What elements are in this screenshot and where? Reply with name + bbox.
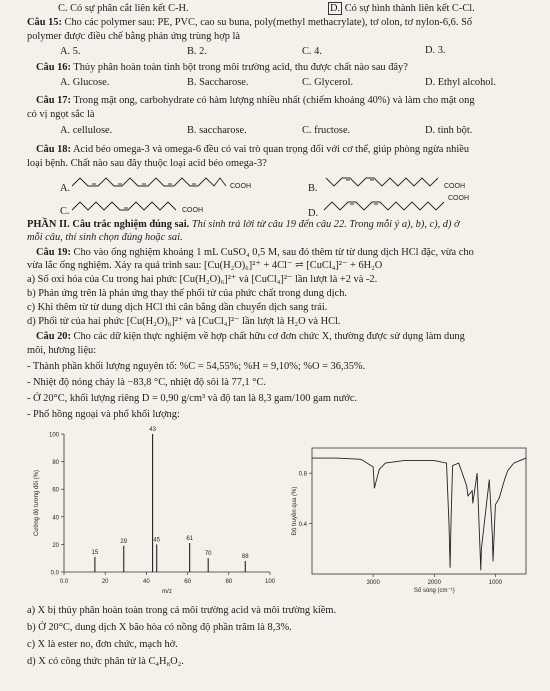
- q19-label: Câu 19:: [36, 247, 71, 258]
- q18-option-d[interactable]: D.: [308, 208, 319, 219]
- x-tick-label: 100: [264, 579, 276, 585]
- q19-text2: vừa lắc ống nghiệm. Xảy ra quá trình sau: [Cu(H₂O)₆]²⁺ + 4Cl⁻ ⇌ [CuCl₄]²⁻ + 6H₂O: [27, 260, 383, 271]
- x-tick-label: 80: [225, 579, 233, 585]
- q20-text2: môi, hương liệu:: [27, 345, 97, 356]
- option-d-letter: D.: [330, 3, 341, 14]
- q20-data-density: - Ở 20°C, khối lượng riêng D = 0,90 g/cm³ và độ tan là 8,3 gam/100 gam nước.: [27, 393, 358, 404]
- q15-option-a[interactable]: A. 5.: [60, 46, 81, 57]
- q15-text2: polymer được điều chế bằng phản ứng trùng hợp là: [27, 31, 240, 42]
- q20-data-temperature: - Nhiệt độ nóng chảy là −83,8 °C, nhiệt độ sôi là 77,1 °C.: [27, 377, 266, 388]
- q17-option-c[interactable]: C. fructose.: [302, 125, 351, 136]
- y-axis-label: Độ truyền qua (%): [292, 486, 298, 536]
- q19-text1: Câu 19: Cho vào ống nghiệm khoảng 1 mL CuSO₄ 0,5 M, sau đó thêm từ từ dung dịch HCl đặc, vừa cho: [36, 247, 474, 258]
- q20-data-composition: - Thành phần khối lượng nguyên tố: %C = 54,55%; %H = 9,10%; %O = 36,35%.: [27, 361, 366, 372]
- q18-structure-d: [320, 190, 520, 218]
- x-tick-label: 2000: [427, 580, 441, 586]
- prev-question-option-c: C. Có sự phân cắt liên kết C-H.: [58, 3, 189, 14]
- q19-statement-a[interactable]: a) Số oxi hóa của Cu trong hai phức [Cu(H₂O)₆]²⁺ và [CuCl₄]²⁻ lần lượt là +2 và -2.: [27, 274, 378, 285]
- ms-peak-label: 88: [241, 553, 249, 560]
- q17-option-b[interactable]: B. saccharose.: [187, 125, 247, 136]
- q15-option-c[interactable]: C. 4.: [302, 46, 322, 57]
- x-tick-label: 20: [101, 579, 109, 585]
- y-tick-label: 80: [52, 460, 59, 467]
- q19-statement-c[interactable]: c) Khi thêm từ từ dung dịch HCl thì cân bằng dần chuyển dịch sang trái.: [27, 302, 328, 313]
- prev-question-option-d: [328, 2, 475, 16]
- part2-line2: mỗi câu, thí sinh chọn đúng hoặc sai.: [27, 232, 183, 243]
- q18-text1: Câu 18: Acid béo omega-3 và omega-6 đều có vai trò quan trọng đối với cơ thể, giúp phòng ngừa nhiều: [36, 144, 470, 155]
- y-tick-label: 100: [48, 432, 59, 439]
- x-axis-label: m/z: [162, 589, 172, 595]
- part2-title: PHẦN II. Câu trắc nghiệm đúng sai.: [27, 219, 190, 230]
- ir-spectrum-line: [312, 458, 526, 570]
- q16-option-a[interactable]: A. Glucose.: [60, 77, 110, 88]
- option-d-text: Có sự hình thành liên kết C-Cl.: [342, 3, 475, 14]
- q16-text: Câu 16: Thủy phân hoàn toàn tinh bột trong môi trường acid, thu được chất nào sau đây?: [36, 62, 408, 73]
- cooh-label-d: COOH: [448, 195, 469, 202]
- q15-label: Câu 15:: [27, 17, 62, 28]
- ms-peak-label: 61: [186, 536, 194, 543]
- ir-spectrum-chart: [286, 440, 534, 596]
- q18-option-c[interactable]: C.: [60, 206, 70, 217]
- q16-option-c[interactable]: C. Glycerol.: [302, 77, 354, 88]
- q20-statement-b[interactable]: b) Ở 20°C, dung dịch X bão hòa có nồng độ phần trăm là 8,3%.: [27, 622, 292, 633]
- ms-peak-label: 15: [91, 549, 99, 556]
- part2-heading: PHẦN II. Câu trắc nghiệm đúng sai. Thí sinh trả lời từ câu 19 đến câu 22. Trong mỗi ý a), b), c), d) ở: [27, 219, 460, 230]
- q17-option-d[interactable]: D. tinh bột.: [425, 125, 473, 136]
- q17-label: Câu 17:: [36, 95, 71, 106]
- y-tick-label: 0.0: [50, 570, 59, 577]
- x-tick-label: 60: [184, 579, 191, 585]
- q19-statement-d[interactable]: d) Phối tử của hai phức [Cu(H₂O)₆]²⁺ và [CuCl₄]²⁻ lần lượt là H₂O và HCl.: [27, 316, 341, 327]
- q18-text2: loại bệnh. Chất nào sau đây thuộc loại acid béo omega-3?: [27, 158, 267, 169]
- cooh-label-c: COOH: [182, 207, 203, 214]
- ms-peak-label: 43: [149, 427, 156, 433]
- q17-text1: Câu 17: Trong mật ong, carbohydrate có hàm lượng nhiều nhất (chiếm khoảng 40%) và làm cho mật ong: [36, 95, 475, 106]
- q20-text1: Câu 20: Cho các dữ kiện thực nghiệm về hợp chất hữu cơ đơn chức X, thường được sử dụng làm dung: [36, 331, 465, 342]
- q17-option-a[interactable]: A. cellulose.: [60, 125, 113, 136]
- y-tick-label: 20: [52, 542, 59, 549]
- mass-spectrum-chart: [28, 424, 290, 596]
- q18-option-b[interactable]: B.: [308, 183, 318, 194]
- x-tick-label: 0.0: [59, 579, 69, 585]
- q18-label: Câu 18:: [36, 144, 71, 155]
- x-axis-label: Số sóng (cm⁻¹): [413, 588, 455, 594]
- q16-label: Câu 16:: [36, 62, 71, 73]
- q18-option-a[interactable]: A.: [60, 183, 71, 194]
- ms-peak-label: 45: [153, 537, 161, 544]
- y-tick-label: 40: [52, 515, 59, 522]
- q15-option-d[interactable]: D. 3.: [425, 45, 446, 56]
- x-tick-label: 1000: [488, 580, 503, 586]
- q20-statement-a[interactable]: a) X bị thủy phân hoàn toàn trong cả môi trường acid và môi trường kiềm.: [27, 605, 337, 616]
- q17-text2: có vị ngọt sắc là: [27, 109, 95, 120]
- q16-option-d[interactable]: D. Ethyl alcohol.: [425, 77, 496, 88]
- q18-structure-c: [68, 194, 238, 218]
- cooh-label-b: COOH: [444, 183, 465, 190]
- cooh-label-a: COOH: [230, 183, 251, 190]
- q16-option-b[interactable]: B. Saccharose.: [187, 77, 249, 88]
- q19-statement-b[interactable]: b) Phản ứng trên là phản ứng thay thế phối tử của phức chất trong dung dịch.: [27, 288, 348, 299]
- q20-data-spectra-intro: - Phổ hồng ngoại và phổ khối lượng:: [27, 409, 180, 420]
- ms-peak-label: 29: [120, 538, 128, 545]
- x-tick-label: 40: [143, 579, 150, 585]
- q20-label: Câu 20:: [36, 331, 71, 342]
- y-tick-label: 0.4: [298, 522, 307, 529]
- x-tick-label: 3000: [366, 580, 380, 586]
- q20-statement-d[interactable]: d) X có công thức phân tử là C₄H₈O₂.: [27, 656, 184, 667]
- q18-structure-a: [68, 170, 268, 194]
- y-axis-label: Cường độ tương đối (%): [34, 470, 40, 536]
- y-tick-label: 60: [52, 487, 59, 494]
- y-tick-label: 0.8: [298, 471, 307, 478]
- q15-option-b[interactable]: B. 2.: [187, 46, 207, 57]
- ms-peak-label: 70: [204, 551, 212, 558]
- q20-statement-c[interactable]: c) X là ester no, đơn chức, mạch hở.: [27, 639, 178, 650]
- q15-text1: Câu 15: Cho các polymer sau: PE, PVC, cao su buna, poly(methyl methacrylate), tơ olon, tơ nylon-6,6. Số: [27, 17, 473, 28]
- plot-frame: [312, 448, 526, 574]
